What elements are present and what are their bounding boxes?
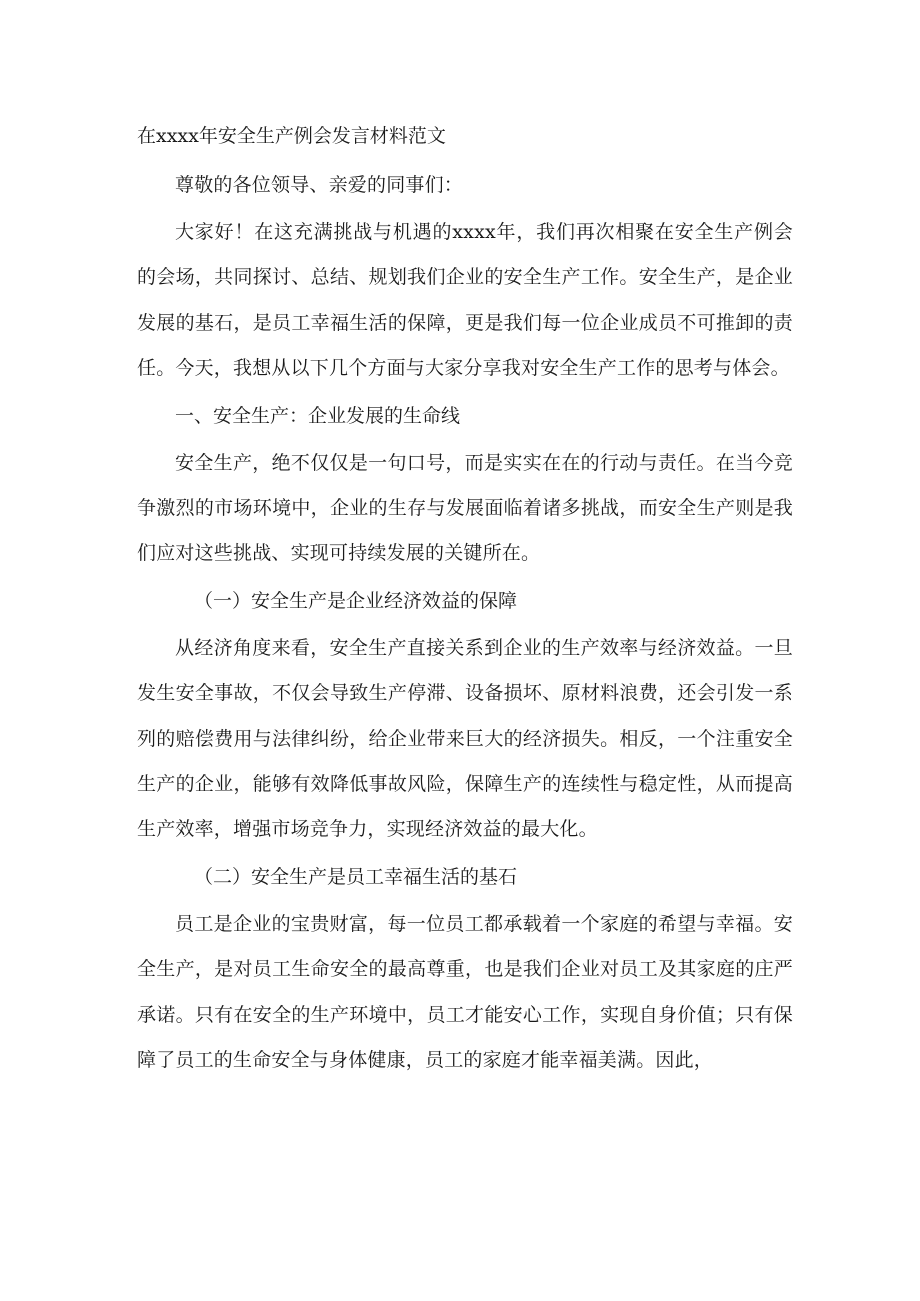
- subsection-2-heading: （二）安全生产是员工幸福生活的基石: [194, 865, 518, 888]
- subsection-1-paragraph: 从经济角度来看，安全生产直接关系到企业的生产效率与经济效益。一旦发生安全事故，不仅会导致生产停滞、设备损坏、原材料浪费，还会引发一系列的赔偿费用与法律纠纷，给企业带来巨大的经济损失。相反，一个注重安全生产的企业，能够有效降低事故风险，保障生产的连续性与稳定性，从而提高生产效率，增强市场竞争力，实现经济效益的最大化。: [137, 636, 793, 841]
- subsection-2-paragraph: 员工是企业的宝贵财富，每一位员工都承载着一个家庭的希望与幸福。安全生产，是对员工生命安全的最高尊重，也是我们企业对员工及其家庭的庄严承诺。只有在安全的生产环境中，员工才能安心工作，实现自身价值；只有保障了员工的生命安全与身体健康，员工的家庭才能幸福美满。因此，: [137, 912, 793, 1072]
- document-title: 在xxxx年安全生产例会发言材料范文: [137, 125, 446, 147]
- intro-paragraph: 大家好！在这充满挑战与机遇的xxxx年，我们再次相聚在安全生产例会的会场，共同探讨、总结、规划我们企业的安全生产工作。安全生产，是企业发展的基石，是员工幸福生活的保障，更是我们每一位企业成员不可推卸的责任。今天，我想从以下几个方面与大家分享我对安全生产工作的思考与体会。: [137, 221, 793, 380]
- section-1-heading: 一、安全生产：企业发展的生命线: [175, 404, 461, 427]
- section-1-paragraph: 安全生产，绝不仅仅是一句口号，而是实实在在的行动与责任。在当今竞争激烈的市场环境中，企业的生存与发展面临着诸多挑战，而安全生产则是我们应对这些挑战、实现可持续发展的关键所在。: [137, 451, 793, 565]
- document-body: [137, 112, 793, 1084]
- subsection-1-heading: （一）安全生产是企业经济效益的保障: [194, 589, 518, 612]
- greeting: 尊敬的各位领导、亲爱的同事们：: [175, 174, 464, 196]
